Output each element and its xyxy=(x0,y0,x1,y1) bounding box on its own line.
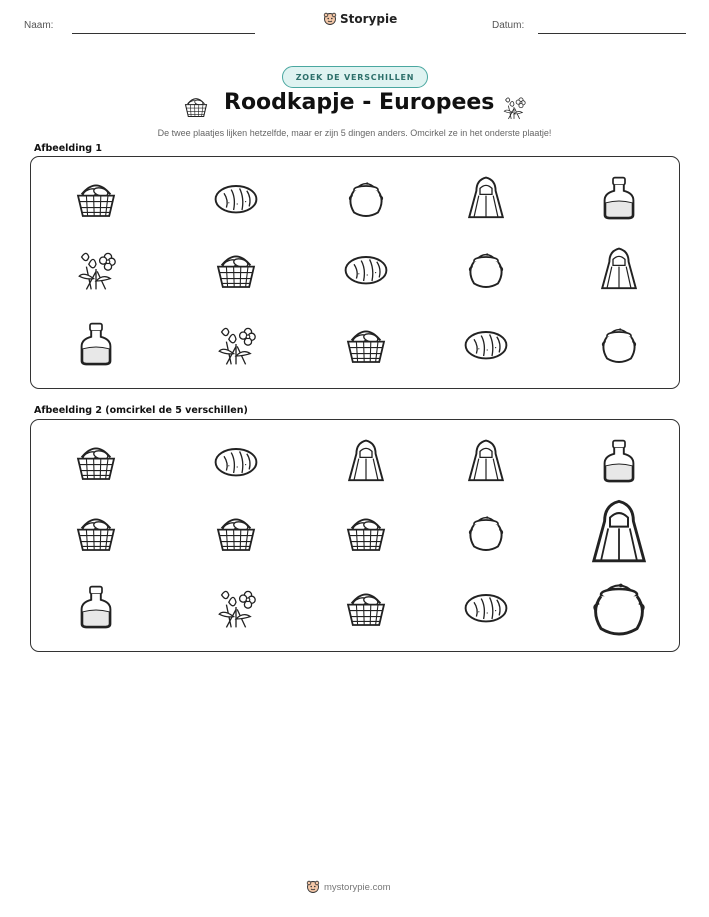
picture2-panel[interactable] xyxy=(30,419,680,652)
picture2-bottle-icon[interactable] xyxy=(72,583,120,631)
picture1-bread-icon[interactable] xyxy=(342,245,390,293)
activity-badge: ZOEK DE VERSCHILLEN xyxy=(282,66,428,88)
title-row xyxy=(0,90,709,124)
page-title: Roodkapje - Europees xyxy=(224,90,495,115)
picture2-label: Afbeelding 2 (omcirkel de 5 verschillen) xyxy=(34,405,248,416)
picture1-flowers-icon[interactable] xyxy=(212,320,260,368)
picture2-cloak-icon[interactable] xyxy=(583,496,655,568)
picture1-basket-icon[interactable] xyxy=(342,320,390,368)
picture2-cloak-icon[interactable] xyxy=(342,437,390,485)
footer-url[interactable]: mystorypie.com xyxy=(324,881,391,893)
picture2-bread-icon[interactable] xyxy=(212,437,260,485)
date-line[interactable] xyxy=(538,33,686,34)
picture1-bottle-icon[interactable] xyxy=(595,174,643,222)
storypie-mascot-icon xyxy=(306,880,320,894)
name-label: Naam: xyxy=(24,20,54,31)
brand-logo xyxy=(323,12,397,26)
basket-deco-icon xyxy=(182,92,210,124)
picture1-pot-icon[interactable] xyxy=(342,174,390,222)
picture1-basket-icon[interactable] xyxy=(212,245,260,293)
picture1-cloak-icon[interactable] xyxy=(462,174,510,222)
picture1-pot-icon[interactable] xyxy=(462,245,510,293)
picture2-basket-icon[interactable] xyxy=(72,437,120,485)
picture1-label: Afbeelding 1 xyxy=(34,143,102,154)
instructions: De twee plaatjes lijken hetzelfde, maar er zijn 5 dingen anders. Omcirkel ze in het onderste plaatje! xyxy=(157,128,552,138)
name-line[interactable] xyxy=(72,33,255,34)
picture1-pot-icon[interactable] xyxy=(595,320,643,368)
date-label: Datum: xyxy=(492,20,525,31)
picture2-bottle-icon[interactable] xyxy=(595,437,643,485)
brand-name: Storypie xyxy=(340,12,398,26)
picture1-bottle-icon[interactable] xyxy=(72,320,120,368)
picture2-basket-icon[interactable] xyxy=(212,508,260,556)
picture2-pot-icon[interactable] xyxy=(462,508,510,556)
footer xyxy=(306,880,391,894)
picture2-flowers-icon[interactable] xyxy=(212,583,260,631)
picture1-cloak-icon[interactable] xyxy=(595,245,643,293)
flowers-deco-icon xyxy=(500,92,528,126)
picture1-flowers-icon[interactable] xyxy=(72,245,120,293)
picture2-basket-icon[interactable] xyxy=(342,583,390,631)
storypie-mascot-icon xyxy=(323,12,337,26)
picture1-panel[interactable] xyxy=(30,156,680,389)
picture2-pot-icon[interactable] xyxy=(583,571,655,643)
picture2-basket-icon[interactable] xyxy=(342,508,390,556)
picture1-bread-icon[interactable] xyxy=(212,174,260,222)
picture1-bread-icon[interactable] xyxy=(462,320,510,368)
picture2-cloak-icon[interactable] xyxy=(462,437,510,485)
picture1-basket-icon[interactable] xyxy=(72,174,120,222)
picture2-basket-icon[interactable] xyxy=(72,508,120,556)
picture2-bread-icon[interactable] xyxy=(462,583,510,631)
